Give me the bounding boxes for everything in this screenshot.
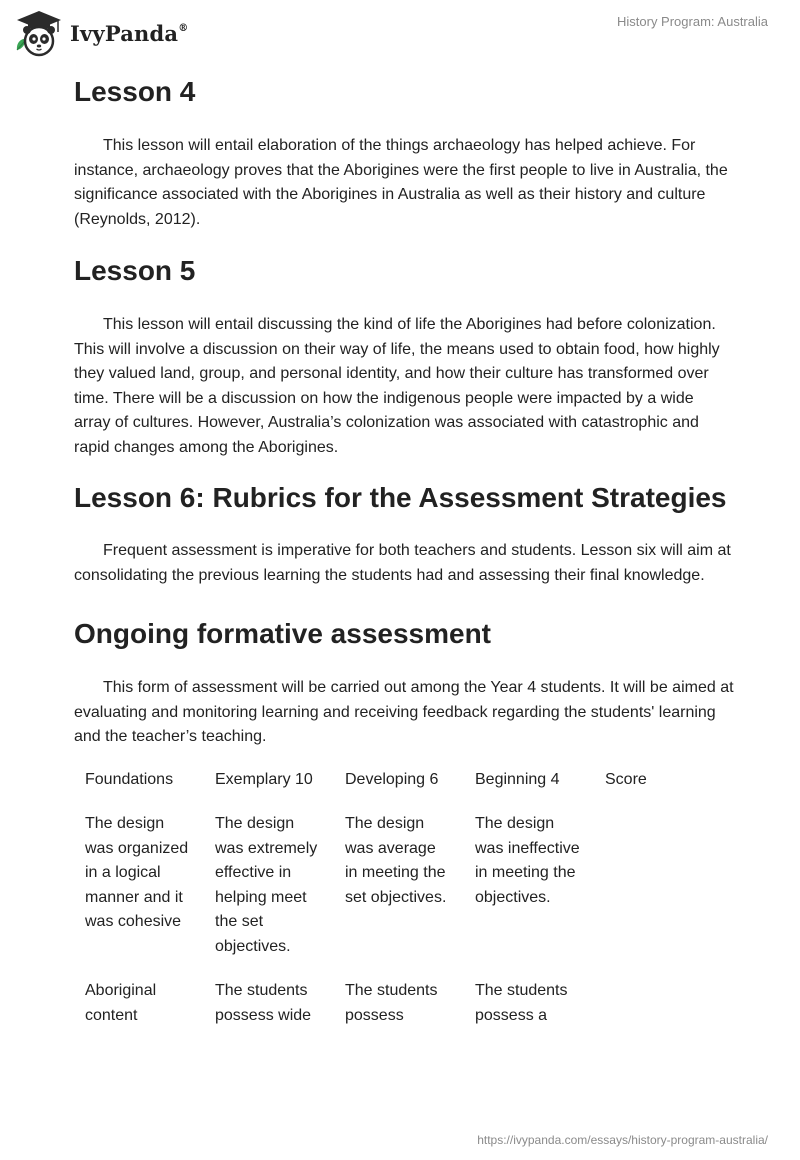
source-url-link[interactable]: https://ivypanda.com/essays/history-program-australia/ (477, 1133, 768, 1147)
rubric-table (73, 758, 723, 1039)
page-header (0, 0, 800, 64)
rubric-cell: The students possess wide (215, 982, 312, 1024)
rubric-cell: The students possess a (475, 982, 568, 1024)
rubric-header-row (73, 758, 723, 803)
rubric-cell (593, 969, 723, 1038)
panda-graduate-icon (14, 8, 64, 58)
rubric-cell: The students possess (345, 982, 438, 1024)
lesson4-paragraph: This lesson will entail elaboration of the things archaeology has helped achieve. For instance, archaeology proves that the Aborigines were the first people to live in Australia, the significance associated with the Aborigines in Australia as well as their history and culture (Reynolds, 2012). (74, 137, 728, 228)
table-row (73, 969, 723, 1038)
rubric-cell (593, 802, 723, 969)
rubric-header-cell: Foundations (85, 770, 174, 788)
essay-content (74, 70, 734, 1038)
lesson5-paragraph: This lesson will entail discussing the kind of life the Aborigines had before colonization. This will involve a discussion on their way of life, the means used to obtain food, how highly they valued land, group, and personal identity, and how their culture has transformed over time. There will be a discussion on how the indigenous people were impacted by a wide array of cultures. However, Australia’s colonization was associated with catastrophic and rapid changes among the Aborigines. (74, 316, 720, 456)
formative-assessment-paragraph: This form of assessment will be carried out among the Year 4 students. It will be aimed at evaluating and monitoring learning and receiving feedback regarding the students' learning and the teacher’s teaching. (74, 679, 734, 745)
rubric-cell: Aboriginal content (85, 982, 157, 1024)
rubric-header-cell: Developing 6 (345, 770, 439, 788)
rubric-cell: The design was ineffective in meeting the objectives. (475, 815, 580, 906)
rubric-cell: The design was average in meeting the set objectives. (345, 815, 447, 906)
formative-assessment-heading: Ongoing formative assessment (74, 618, 492, 649)
rubric-header-cell: Beginning 4 (475, 770, 560, 788)
lesson6-paragraph: Frequent assessment is imperative for both teachers and students. Lesson six will aim at consolidating the previous learning the students had and assessing their final knowledge. (74, 542, 731, 584)
brand-name: IvyPanda® (70, 20, 189, 46)
rubric-cell: The design was extremely effective in helping meet the set objectives. (215, 815, 318, 955)
ivypanda-logo[interactable] (14, 8, 188, 58)
rubric-cell: The design was organized in a logical manner and it was cohesive (85, 815, 189, 930)
rubric-header-cell: Exemplary 10 (215, 770, 313, 788)
document-title: History Program: Australia (617, 14, 768, 29)
lesson4-heading: Lesson 4 (74, 76, 196, 107)
rubric-header-cell: Score (605, 770, 647, 788)
lesson5-heading: Lesson 5 (74, 255, 196, 286)
lesson6-heading: Lesson 6: Rubrics for the Assessment Strategies (74, 482, 727, 513)
table-row (73, 802, 723, 969)
